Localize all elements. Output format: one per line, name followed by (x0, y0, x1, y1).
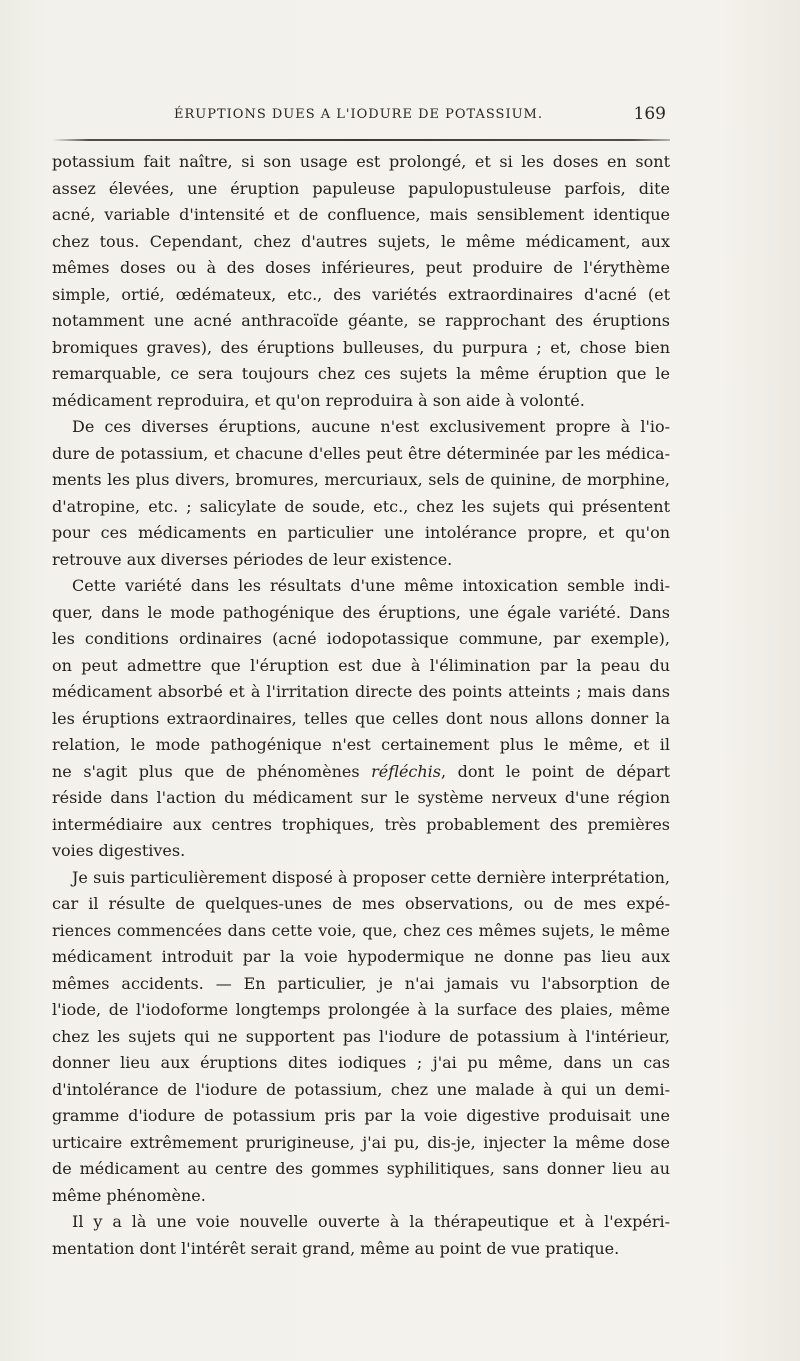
text-line: quer, dans le mode pathogénique des éruptions, une égale variété. Dans (52, 602, 670, 622)
text-line: médicament absorbé et à l'irritation directe des points atteints ; mais dans (52, 682, 670, 701)
text-line: retrouve aux diverses périodes de leur existence. (52, 549, 453, 569)
text-line: intermédiaire aux centres trophiques, très probablement des premières (52, 814, 670, 834)
text-line: ne s'agit plus que de phénomènes réfléchis, dont le point de départ (52, 761, 670, 781)
text-line: réside dans l'action du médicament sur le système nerveux d'une région (52, 788, 670, 807)
text-line: les conditions ordinaires (acné iodopotassique commune, par exemple), (52, 629, 670, 648)
text-line: mêmes accidents. — En particulier, je n'ai jamais vu l'absorption de (52, 973, 670, 993)
text-line: l'iode, de l'iodoforme longtemps prolongée à la surface des plaies, même (52, 1000, 670, 1019)
text-line: car il résulte de quelques-unes de mes observations, ou de mes expé- (52, 894, 670, 913)
text-line: donner lieu aux éruptions dites iodiques ; j'ai pu même, dans un cas (52, 1053, 670, 1072)
text-line: mentation dont l'intérêt serait grand, même au point de vue pratique. (52, 1238, 620, 1258)
header-rule (52, 139, 670, 141)
text-line: notamment une acné anthracoïde géante, se rapprochant des éruptions (52, 311, 670, 330)
page-number: 169 (633, 104, 666, 124)
text-line: chez tous. Cependant, chez d'autres sujets, le même médicament, aux (52, 231, 670, 251)
text-line: voies digestives. (52, 841, 186, 860)
paragraph (52, 1209, 670, 1262)
text-line: simple, ortié, œdémateux, etc., des variétés extraordinaires d'acné (et (52, 284, 670, 304)
running-head (52, 104, 670, 128)
text-line: on peut admettre que l'éruption est due à l'élimination par la peau du (52, 655, 670, 675)
text-line: médicament reproduira, et qu'on reproduira à son aide à volonté. (52, 390, 585, 410)
paragraph (52, 149, 670, 414)
text-line: médicament introduit par la voie hypodermique ne donne pas lieu aux (52, 947, 670, 966)
text-line: même phénomène. (52, 1185, 206, 1205)
text-line: d'atropine, etc. ; salicylate de soude, etc., chez les sujets qui présentent (52, 496, 670, 516)
paragraph (52, 573, 670, 865)
text-line: mêmes doses ou à des doses inférieures, peut produire de l'érythème (52, 258, 670, 277)
text-line: d'intolérance de l'iodure de potassium, chez une malade à qui un demi- (52, 1079, 670, 1099)
text-line: dure de potassium, et chacune d'elles peut être déterminée par les médica- (52, 443, 670, 463)
text-line: Je suis particulièrement disposé à proposer cette dernière interprétation, (72, 867, 670, 887)
text-line: acné, variable d'intensité et de confluence, mais sensiblement identique (52, 205, 670, 224)
text-line: potassium fait naître, si son usage est prolongé, et si les doses en sont (52, 152, 670, 171)
text-line: assez élevées, une éruption papuleuse papulopustuleuse parfois, dite (52, 178, 670, 198)
text-line: remarquable, ce sera toujours chez ces sujets la même éruption que le (52, 364, 670, 383)
text-line: urticaire extrêmement prurigineuse, j'ai pu, dis-je, injecter la même dose (52, 1132, 670, 1152)
text-line: Il y a là une voie nouvelle ouverte à la thérapeutique et à l'expéri- (72, 1212, 670, 1231)
paragraph (52, 414, 670, 573)
text-line: gramme d'iodure de potassium pris par la voie digestive produisait une (52, 1106, 670, 1125)
text-line: les éruptions extraordinaires, telles que celles dont nous allons donner la (52, 708, 670, 728)
text-line: Cette variété dans les résultats d'une même intoxication semble indi- (72, 576, 670, 595)
text-line: de médicament au centre des gommes syphilitiques, sans donner lieu au (52, 1159, 670, 1178)
text-line: chez les sujets qui ne supportent pas l'iodure de potassium à l'intérieur, (52, 1026, 670, 1046)
text-line: relation, le mode pathogénique n'est certainement plus le même, et il (52, 735, 670, 754)
paragraph (52, 865, 670, 1210)
text-line: ments les plus divers, bromures, mercuriaux, sels de quinine, de morphine, (52, 470, 670, 489)
running-title: ÉRUPTIONS DUES A L'IODURE DE POTASSIUM. (174, 107, 543, 122)
text-line: riences commencées dans cette voie, que, chez ces mêmes sujets, le même (52, 920, 670, 940)
text-line: pour ces médicaments en particulier une intolérance propre, et qu'on (52, 523, 670, 542)
text-line: bromiques graves), des éruptions bulleuses, du purpura ; et, chose bien (52, 337, 670, 357)
text-line: De ces diverses éruptions, aucune n'est exclusivement propre à l'io- (72, 417, 670, 436)
body-text (52, 149, 670, 1262)
